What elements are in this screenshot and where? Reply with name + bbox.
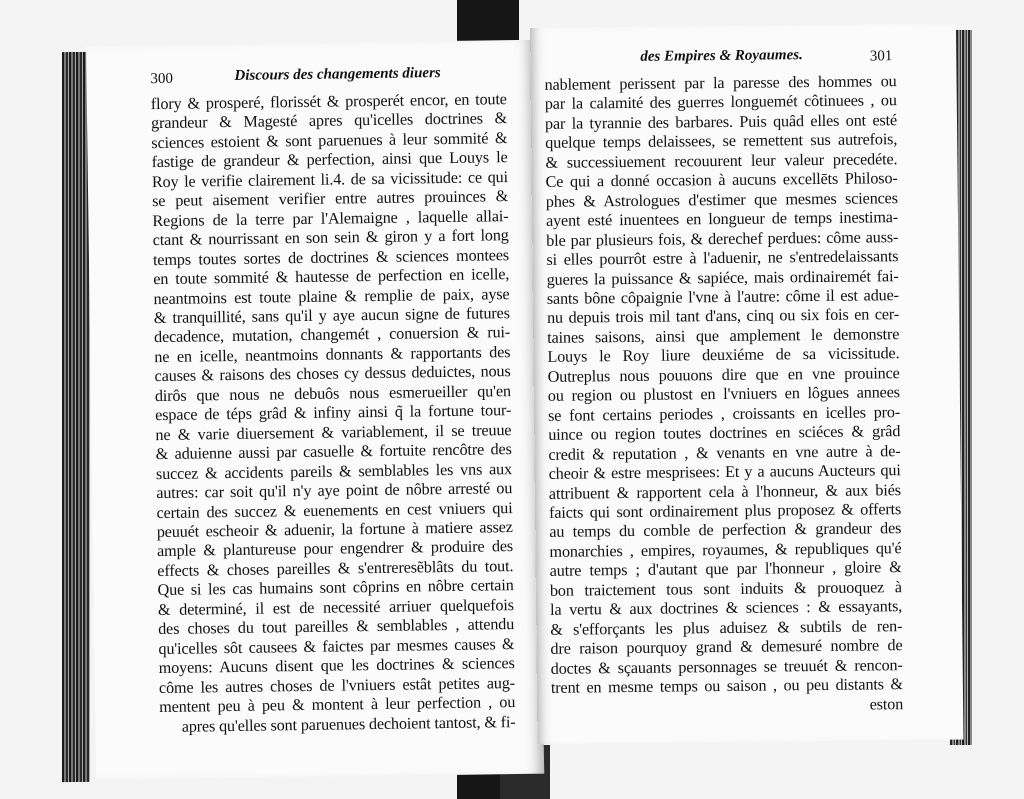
text-line: & determiné, il est de necessité arriuer quelquefois: [157, 595, 514, 619]
text-line: & aduienne aussi par casuelle & fortuite rencôtre des: [155, 440, 512, 464]
left-running-head: Discours des changements diuers: [234, 65, 441, 84]
text-line: neantmoins est toute plaine & remplie de paix, ayse: [153, 284, 510, 308]
text-line: des choses du tout pareilles & semblables , attendu: [158, 615, 515, 639]
text-line: bon traictement tous sont induits & prouoquez à: [549, 577, 902, 600]
text-line: autres: car soit qu'il n'y aye point de nôbre arresté ou: [156, 479, 513, 503]
text-line: par la calamité des guerres longuemét côtinuees , ou: [544, 91, 897, 114]
text-line: doctes & sçauants personnages se treuuét & rencon-: [550, 655, 903, 678]
text-line: Roy le verifie clairement li.4. de sa vicissitude: ce qui: [151, 167, 508, 191]
text-line: apres qu'elles sont paruenues dechoient tantost, & fi-: [181, 712, 516, 736]
left-page-number: 300: [150, 70, 174, 88]
text-line: moyens: Aucuns disent que les doctrines & sciences: [158, 654, 515, 678]
text-line: sants bône côpaignie l'vne à l'autre: côme il est adue-: [546, 286, 899, 308]
text-line: trent en mesme temps ou saison , ou peu distants &: [550, 675, 903, 697]
text-line: gueres la puissance & sapiéce, mais ordinairemét fai-: [546, 266, 899, 289]
text-line: quelque temps delaissees, se remettent sus autrefois,: [545, 130, 898, 153]
text-line: ne & varie diuersement & variablement, il se treuue: [155, 420, 512, 444]
text-line: Regions de la terre par l'Alemaigne , laquelle allai-: [152, 206, 509, 230]
text-line: phes & Astrologues d'estimer que mesmes sciences: [545, 188, 898, 211]
text-line: monarchies , empires, royaumes, & republiques qu'é: [549, 539, 902, 561]
text-line: espace de téps grâd & infiny ainsi q̃ la fortune tour-: [155, 401, 512, 425]
text-line: eston: [869, 694, 904, 713]
text-line: mentent peu à peu & montent à leur perfection , ou: [159, 693, 516, 717]
text-line: effects & choses pareilles & s'entreresẽblâts du tout.: [157, 556, 514, 580]
text-line: nablement perissent par la paresse des hommes ou: [544, 72, 897, 94]
right-page-text: [545, 72, 946, 718]
text-line: par la tyrannie des barbares. Puis quâd elles ont esté: [544, 111, 898, 133]
text-line: en toute sommité & hautesse de perfection en icelle,: [153, 265, 510, 289]
text-line: flory & prosperé, florissét & prosperét encor, en toute: [150, 90, 507, 114]
text-line: ou region ou plustost en l'vniuers en lôgues annees: [547, 383, 900, 406]
text-line: Que si les cas humains sont côprins en nôbre certain: [157, 576, 514, 600]
text-line: Outreplus nous pouuons dire que en vne prouince: [547, 363, 900, 386]
left-page: [86, 40, 544, 780]
right-page: [530, 24, 963, 744]
text-line: ne en icelle, neantmoins donnants & rapportants des: [154, 342, 511, 366]
text-line: grandeur & Magesté apres qu'icelles doctrines &: [150, 109, 508, 133]
text-line: & successiuement recouurent leur valeur precedéte.: [545, 149, 898, 172]
text-line: sciences estoient & sont paruenues à leur sommité &: [151, 129, 508, 153]
text-line: ample & plantureuse pour engendrer & produire des: [156, 537, 514, 561]
text-line: causes & raisons des choses cy dessus deduictes, nous: [154, 362, 511, 386]
text-line: au temps du comble de perfection & grandeur des: [549, 519, 902, 542]
text-line: dre raison pourquoy grand & demesuré nombre de: [550, 636, 903, 658]
text-line: temps toutes sortes de doctrines & sciences montees: [152, 245, 510, 269]
text-line: credit & reputation , & venants en vne autre à de-: [548, 441, 901, 464]
text-line: uince ou region toutes doctrines en sciéces & grâd: [548, 422, 901, 444]
text-line: succez & accidents pareils & semblables les vns aux: [155, 459, 513, 483]
text-line: attribuent & rapportent cela à l'honneur, & aux biés: [548, 480, 901, 503]
text-line: & s'efforçants les plus aduisez & subtils de ren-: [550, 616, 903, 639]
text-line: Louys le Roy liure deuxiéme de sa vicissitude.: [547, 344, 900, 367]
text-line: cheoir & estre mesprisees: Et y a aucuns Aucteurs qui: [548, 461, 901, 483]
text-line: peuuét escheoir & aduenir, la fortune à matiere assez: [156, 518, 513, 542]
text-line: autre temps ; d'autant que par l'honneur , gloire &: [549, 558, 902, 581]
left-page-header: [150, 62, 510, 93]
left-page-edges: [62, 52, 90, 782]
text-line: qu'icelles sôt causees & faictes par mesmes causes &: [158, 634, 515, 658]
left-page-text: [151, 90, 520, 737]
text-line: si elles pourrôt estre à l'aduenir, ne s'entredelaissants: [546, 247, 899, 269]
text-line: ble par plusieurs fois, & derechef perdues: côme auss-: [546, 227, 899, 250]
text-line: dirôs que nous ne debuôs nous esmerueiller qu'en: [154, 381, 511, 405]
right-running-head: des Empires & Royaumes.: [640, 47, 803, 65]
right-page-number: 301: [869, 48, 893, 65]
text-line: certain des succez & euenements en cest vniuers qui: [156, 498, 513, 522]
text-line: & tranquillité, sans qu'il y aye aucun signe de futures: [153, 304, 510, 328]
right-page-header: [544, 44, 938, 74]
text-line: ayent esté inuentees en longueur de temps inestima-: [545, 208, 899, 231]
text-line: fastige de grandeur & perfection, ainsi que Louys le: [151, 148, 508, 172]
text-line: côme les autres choses de l'vniuers estât petites aug-: [158, 673, 516, 697]
text-line: nu depuis trois mil tant d'ans, cinq ou six fois en cer-: [546, 305, 900, 328]
text-line: ctant & nourrissant en son sein & giron y a fort long: [152, 226, 509, 250]
text-line: faicts qui sont ordinairement plus proposez & offerts: [548, 500, 902, 522]
text-line: taines saisons, ainsi que amplement le demonstre: [547, 325, 900, 347]
text-line: decadence, mutation, changemét , conuersion & rui-: [153, 323, 511, 347]
text-line: la vertu & aux doctrines & sciences : & essayants,: [550, 597, 903, 620]
text-line: se font certains periodes , croissants en icelles pro-: [547, 402, 901, 425]
text-line: se peut aisement verifier entre autres prouinces &: [152, 187, 509, 211]
text-line: Ce qui a donné occasion à aucuns excellēts Philoso-: [545, 169, 898, 192]
